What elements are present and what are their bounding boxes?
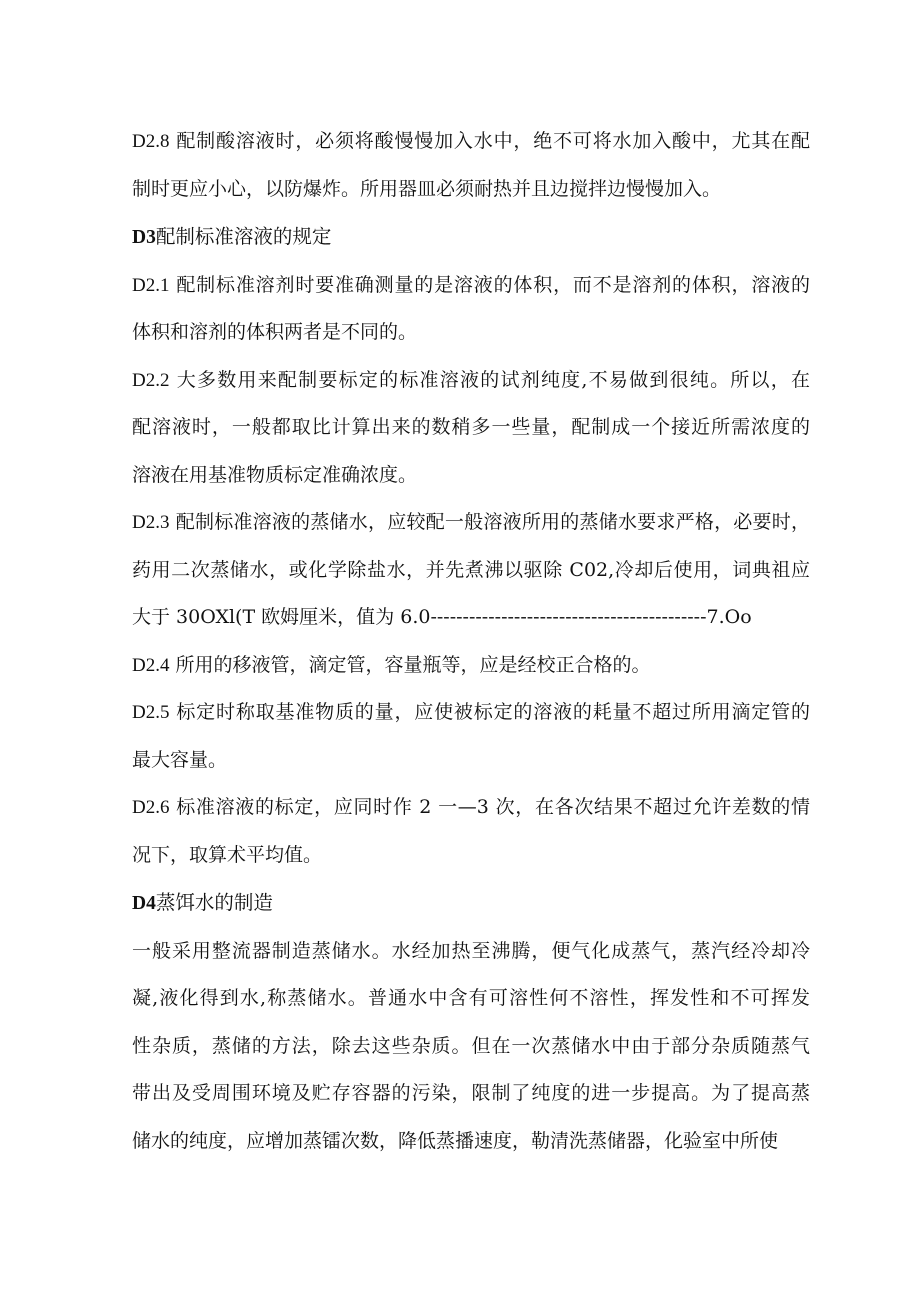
line-text: 配制标准溶剂时要准确测量的是溶液的体积，而不是溶剂的体积，溶液的 [176, 273, 810, 296]
line-text: 一般采用整流器制造蒸储水。水经加热至沸腾，便气化成蒸气，蒸汽经冷却冷 [132, 939, 810, 962]
text-line [132, 357, 810, 405]
text-line [132, 404, 810, 452]
text-line [132, 547, 810, 595]
clause-number: D2.4 [132, 654, 170, 676]
clause-number: D2.1 [132, 274, 170, 296]
text-line [132, 642, 810, 690]
section-number: D3 [132, 227, 156, 248]
text-line [132, 166, 810, 214]
line-text: 带出及受周围环境及贮存容器的污染，限制了纯度的进一步提高。为了提高蒸 [132, 1082, 810, 1104]
line-text: 最大容量。 [132, 748, 228, 771]
section-number: D4 [132, 893, 156, 914]
line-text: 储水的纯度，应增加蒸镭次数，降低蒸播速度，勒清洗蒸储器，化验室中所使 [132, 1129, 779, 1152]
clause-number: D2.8 [132, 131, 170, 152]
text-line [132, 1118, 810, 1166]
line-text: 性杂质，蒸储的方法，除去这些杂质。但在一次蒸储水中由于部分杂质随蒸气 [132, 1034, 810, 1057]
text-line [132, 975, 810, 1023]
line-text: 药用二次蒸储水，或化学除盐水，并先煮沸以驱除 C02,冷却后使用，词典祖应 [132, 558, 810, 581]
clause-number: D2.2 [132, 369, 170, 391]
line-text: 所用的移液管，滴定管，容量瓶等，应是经校正合格的。 [175, 653, 651, 676]
text-line [132, 1023, 810, 1071]
clause-number: D2.3 [132, 512, 170, 533]
text-line [132, 499, 810, 547]
section-title: 蒸饵水的制造 [155, 891, 273, 914]
line-text: 标定时称取基准物质的量，应使被标定的溶液的耗量不超过所用滴定管的 [176, 701, 810, 723]
para-d2-3 [132, 499, 810, 642]
text-line [132, 594, 810, 642]
para-d2-6 [132, 784, 810, 879]
clause-number: D2.5 [132, 702, 170, 723]
text-line [132, 1070, 810, 1118]
para-d2-2 [132, 357, 810, 500]
text-line [132, 832, 810, 880]
text-line [132, 928, 810, 976]
line-text: 配溶液时，一般都取比计算出来的数稍多一些量，配制成一个接近所需浓度的 [132, 416, 810, 438]
text-line [132, 737, 810, 785]
para-d2-1 [132, 262, 810, 357]
text-line [132, 118, 810, 166]
section-title: 配制标准溶液的规定 [155, 225, 332, 248]
line-text: 体积和溶剂的体积两者是不同的。 [132, 321, 418, 343]
heading-d3 [132, 213, 810, 262]
line-text: 配制标准溶液的蒸储水，应较配一般溶液所用的蒸储水要求严格，必要时， [175, 511, 810, 533]
clause-number: D2.6 [132, 797, 170, 818]
para-d2-5 [132, 689, 810, 784]
para-d4-body [132, 928, 810, 1166]
heading-d4 [132, 879, 810, 928]
line-text: 大多数用来配制要标定的标准溶液的试剂纯度,不易做到很纯。所以，在 [176, 368, 810, 391]
para-d2-8 [132, 118, 810, 213]
line-text: 制时更应小心，以防爆炸。所用器皿必须耐热并且边搅拌边慢慢加入。 [132, 177, 722, 200]
text-line [132, 309, 810, 357]
line-text: 溶液在用基准物质标定准确浓度。 [132, 463, 418, 486]
line-text: 况下，取算术平均值。 [132, 843, 323, 866]
text-line [132, 689, 810, 737]
line-text: 凝,液化得到水,称蒸储水。普通水中含有可溶性何不溶性，挥发性和不可挥发 [132, 987, 810, 1009]
text-line [132, 784, 810, 832]
line-text: 配制酸溶液时，必须将酸慢慢加入水中，绝不可将水加入酸中，尤其在配 [176, 130, 810, 152]
text-line [132, 452, 810, 500]
text-line [132, 262, 810, 310]
line-text: 标准溶液的标定，应同时作 2 一—3 次，在各次结果不超过允许差数的情 [176, 796, 810, 818]
para-d2-4 [132, 642, 810, 690]
line-text: 大于 30OXl(T 欧姆厘米，值为 6.0-------------------------------------------7.Oo [132, 606, 752, 628]
